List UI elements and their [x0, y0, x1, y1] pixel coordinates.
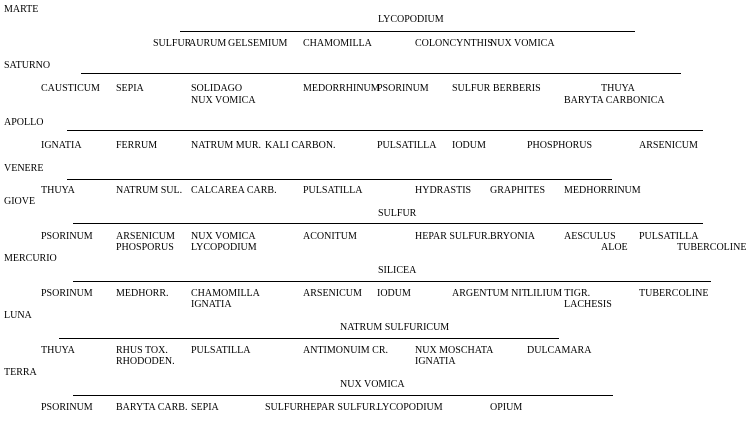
remedy-item: MEDHORR. — [116, 288, 169, 299]
planet-label-mercurio: MERCURIO — [4, 253, 57, 264]
connector-line-luna — [59, 338, 559, 339]
planet-label-apollo: APOLLO — [4, 117, 44, 128]
remedy-item: THUYA — [601, 83, 635, 94]
remedy-item: NUX MOSCHATA — [415, 345, 494, 356]
remedy-item: DULCAMARA — [527, 345, 592, 356]
remedy-label-giove: SULFUR — [378, 208, 417, 219]
remedy-item: KALI CARBON. — [265, 140, 336, 151]
remedy-item: HEPAR SULFUR. — [415, 231, 491, 242]
remedy-item: FERRUM — [116, 140, 158, 151]
remedy-item: MEDORRHINUM — [303, 83, 380, 94]
remedy-item: TUBERCOLINE — [639, 288, 709, 299]
planet-label-luna: LUNA — [4, 310, 32, 321]
remedy-item: PULSATILLA — [377, 140, 437, 151]
remedy-item: PSORINUM — [377, 83, 429, 94]
remedy-item: LYCOPODIUM — [377, 402, 443, 413]
remedy-item: NUX VOMICA — [191, 95, 256, 106]
remedy-item: IGNATIA — [41, 140, 82, 151]
remedy-item: SULFUR — [265, 402, 304, 413]
remedy-item: PULSATILLA — [639, 231, 699, 242]
remedy-item: PSORINUM — [41, 288, 93, 299]
remedy-item: ALOE — [601, 242, 628, 253]
planet-label-venere: VENERE — [4, 163, 44, 174]
remedy-item: PULSATILLA — [303, 185, 363, 196]
remedy-item: ARGENTUM NIT. — [452, 288, 530, 299]
remedy-item: BARYTA CARB. — [116, 402, 188, 413]
remedy-item: THUYA — [41, 185, 75, 196]
remedy-label-mercurio: SILICEA — [378, 265, 417, 276]
connector-line-venere — [67, 179, 612, 180]
remedy-item: SEPIA — [191, 402, 219, 413]
remedy-item: CAUSTICUM — [41, 83, 100, 94]
planet-label-marte: MARTE — [4, 4, 39, 15]
remedy-item: PSORINUM — [41, 402, 93, 413]
remedy-item: ARSENICUM — [116, 231, 175, 242]
remedy-item: BARYTA CARBONICA — [564, 95, 665, 106]
remedy-item: ACONITUM — [303, 231, 357, 242]
remedy-item: PULSATILLA — [191, 345, 251, 356]
remedy-item: HYDRASTIS — [415, 185, 472, 196]
remedy-item: COLONCYNTHIS — [415, 38, 493, 49]
remedy-item: IGNATIA — [191, 299, 232, 310]
planet-label-giove: GIOVE — [4, 196, 36, 207]
remedy-item: GELSEMIUM — [228, 38, 288, 49]
remedy-item: THUYA — [41, 345, 75, 356]
remedy-item: NATRUM SUL. — [116, 185, 183, 196]
remedy-item: PSORINUM — [41, 231, 93, 242]
remedy-item: CHAMOMILLA — [191, 288, 260, 299]
remedy-item: RHUS TOX. — [116, 345, 168, 356]
remedy-item: IGNATIA — [415, 356, 456, 367]
remedy-item: IODUM — [377, 288, 411, 299]
remedy-item: BRYONIA — [490, 231, 536, 242]
planet-label-saturno: SATURNO — [4, 60, 51, 71]
planet-label-terra: TERRA — [4, 367, 37, 378]
remedy-item: AESCULUS — [564, 231, 616, 242]
remedy-item: CALCAREA CARB. — [191, 185, 277, 196]
connector-line-mercurio — [73, 281, 711, 282]
remedy-item: LACHESIS — [564, 299, 612, 310]
remedy-item: ANTIMONUIM CR. — [303, 345, 388, 356]
remedy-item: NUX VOMICA — [490, 38, 555, 49]
connector-line-giove — [73, 223, 703, 224]
remedy-item: NUX VOMICA — [191, 231, 256, 242]
connector-line-marte — [180, 31, 635, 32]
remedy-item: PHOSPHORUS — [527, 140, 593, 151]
remedy-item: ARSENICUM — [303, 288, 362, 299]
remedy-item: GRAPHITES — [490, 185, 546, 196]
remedy-item: NATRUM MUR. — [191, 140, 262, 151]
connector-line-apollo — [67, 130, 703, 131]
remedy-item: SEPIA — [116, 83, 144, 94]
remedy-label-terra: NUX VOMICA — [340, 379, 405, 390]
remedy-item: LYCOPODIUM — [191, 242, 257, 253]
remedy-item: SOLIDAGO — [191, 83, 243, 94]
remedy-label-marte: LYCOPODIUM — [378, 14, 444, 25]
remedy-item: MEDHORRINUM — [564, 185, 641, 196]
connector-line-terra — [73, 395, 613, 396]
remedy-item: HEPAR SULFUR. — [303, 402, 379, 413]
remedy-item: SULFUR BERBERIS — [452, 83, 541, 94]
remedy-item: CHAMOMILLA — [303, 38, 372, 49]
connector-line-saturno — [81, 73, 681, 74]
remedy-item: RHODODEN. — [116, 356, 175, 367]
remedy-item: PHOSPORUS — [116, 242, 174, 253]
remedy-item: AURUM — [189, 38, 227, 49]
remedy-item: LILIUM TIGR. — [527, 288, 591, 299]
remedy-item: TUBERCOLINE — [677, 242, 747, 253]
remedy-item: OPIUM — [490, 402, 523, 413]
remedy-item: IODUM — [452, 140, 486, 151]
remedy-item: SULFUR — [153, 38, 192, 49]
remedy-item: ARSENICUM — [639, 140, 698, 151]
remedy-label-luna: NATRUM SULFURICUM — [340, 322, 450, 333]
